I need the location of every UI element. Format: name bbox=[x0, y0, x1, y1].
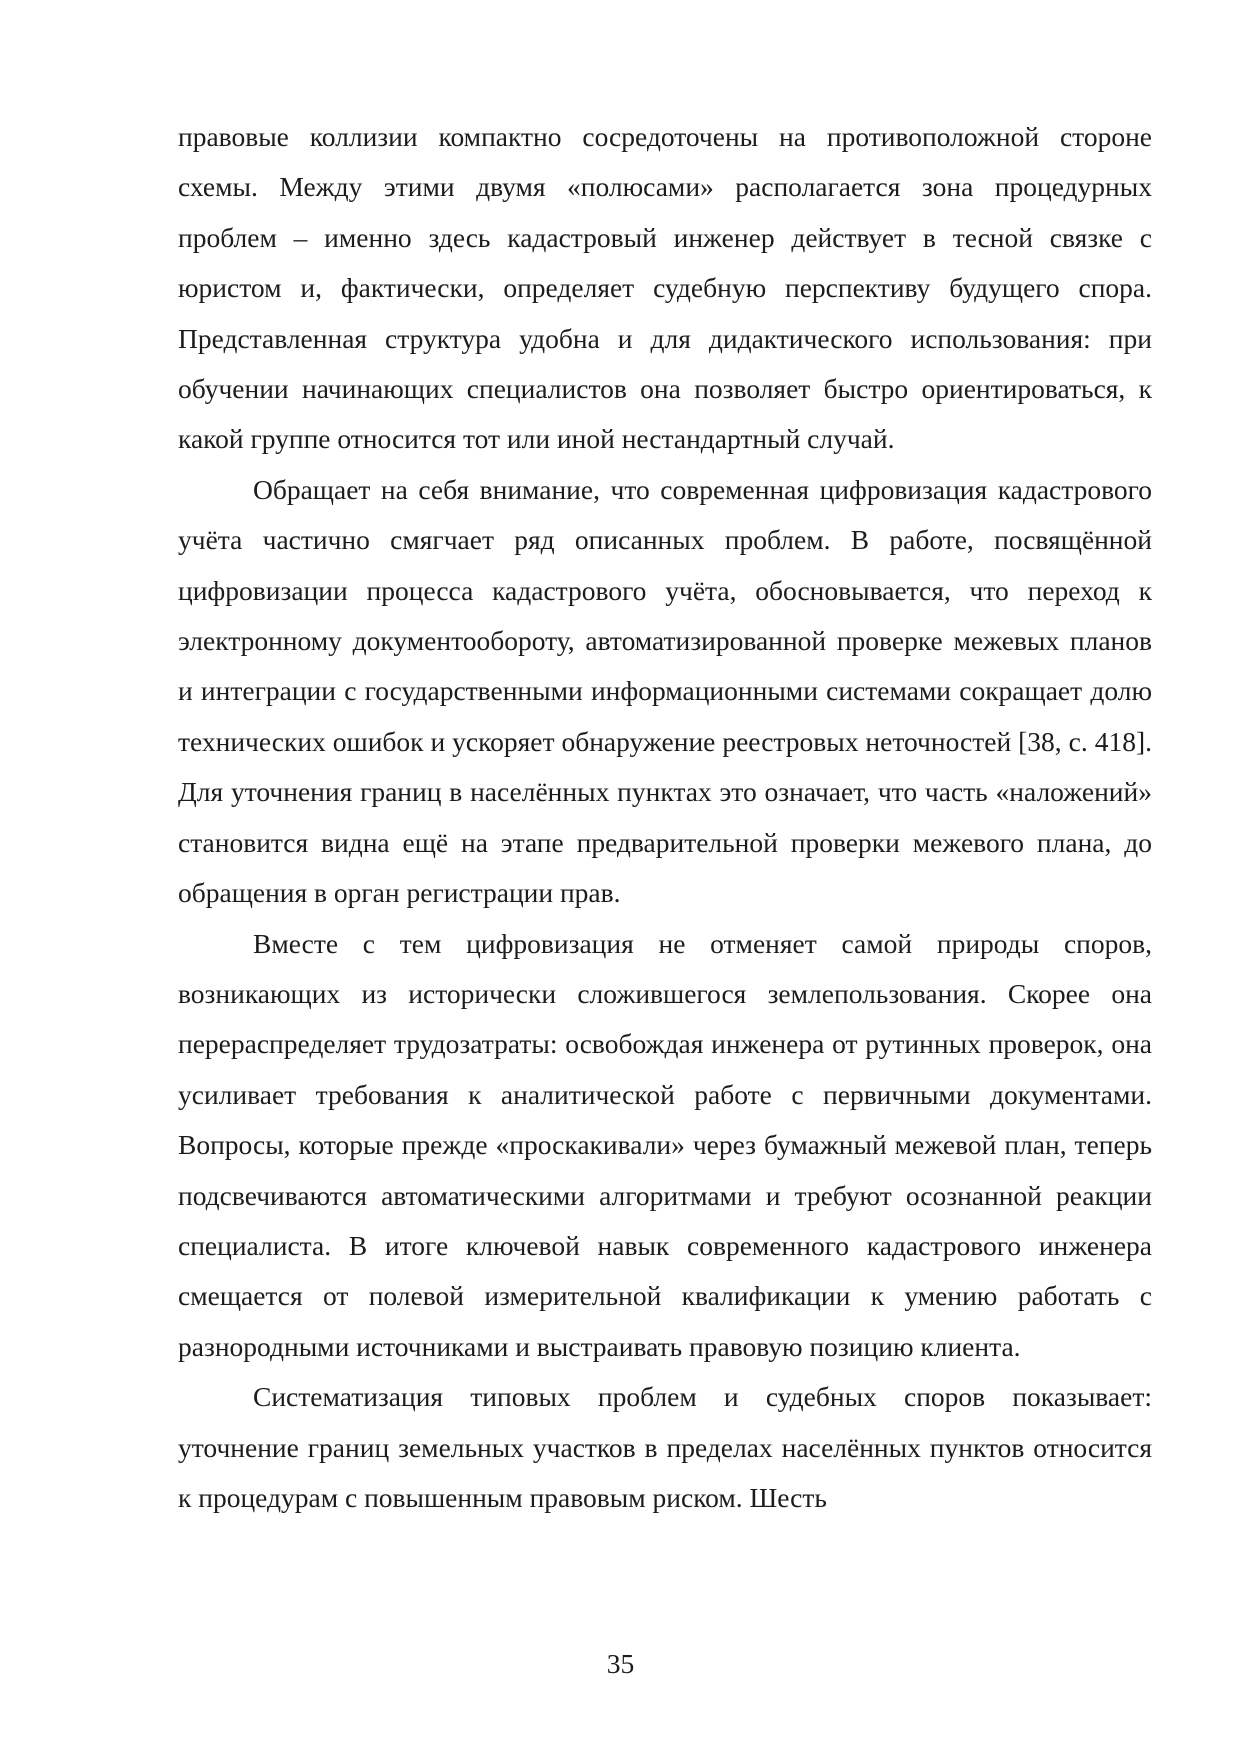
body-text bbox=[178, 112, 1152, 1523]
paragraph-systematization: Систематизация типовых проблем и судебных споров показывает: уточнение границ земельных участков в пределах населённых пунктов относится к процедурам с повышенным правовым риском. Шесть bbox=[178, 1381, 1152, 1513]
paragraph-disputes-nature: Вместе с тем цифровизация не отменяет самой природы споров, возникающих из исторически сложившегося землепользования. Скорее она перераспределяет трудозатраты: освобождая инженера от рутинных проверок, она усиливает требования к аналитической работе с первичными документами. Вопросы, которые прежде «проскакивали» через бумажный межевой план, теперь подсвечиваются автоматическими алгоритмами и требуют осознанной реакции специалиста. В итоге ключевой навык современного кадастрового инженера смещается от полевой измерительной квалификации к умению работать с разнородными источниками и выстраивать правовую позицию клиента. bbox=[178, 927, 1152, 1362]
page-number: 35 bbox=[606, 1648, 635, 1679]
paragraph-continued: правовые коллизии компактно сосредоточены на противоположной стороне схемы. Между этими двумя «полюсами» располагается зона процедурных проблем – именно здесь кадастровый инженер действует в тесной связке с юристом и, фактически, определяет судебную перспективу будущего спора. Представленная структура удобна и для дидактического использования: при обучении начинающих специалистов она позволяет быстро ориентироваться, к какой группе относится тот или иной нестандартный случай. bbox=[178, 121, 1152, 455]
paragraph-digitalization: Обращает на себя внимание, что современная цифровизация кадастрового учёта частично смягчает ряд описанных проблем. В работе, посвящённой цифровизации процесса кадастрового учёта, обосновывается, что переход к электронному документообороту, автоматизированной проверке межевых планов и интеграции с государственными информационными системами сокращает долю технических ошибок и ускоряет обнаружение реестровых неточностей [38, с. 418]. Для уточнения границ в населённых пунктах это означает, что часть «наложений» становится видна ещё на этапе предварительной проверки межевого плана, до обращения в орган регистрации прав. bbox=[178, 473, 1152, 909]
